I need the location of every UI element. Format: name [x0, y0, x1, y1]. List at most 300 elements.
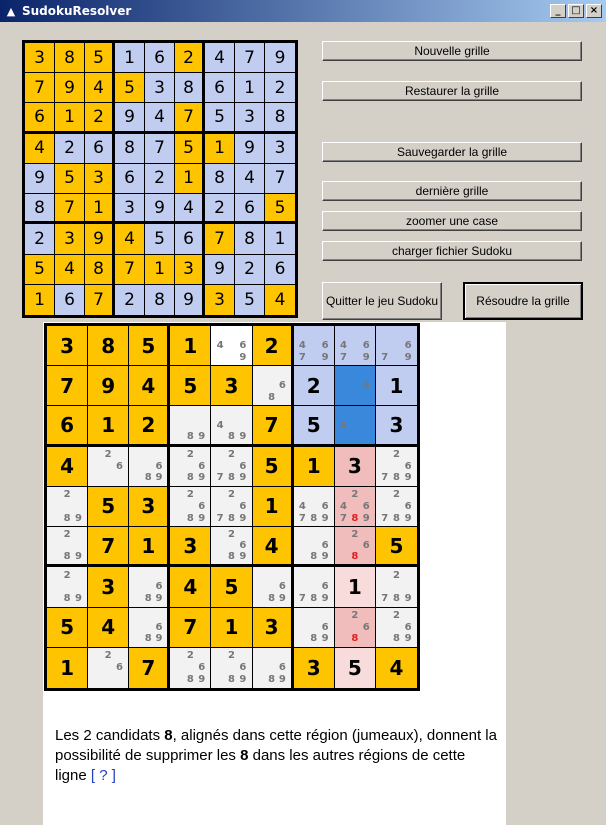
zoom-cell-button[interactable]: zoomer une case	[322, 211, 582, 231]
candidate-notes	[214, 489, 248, 524]
grid-cell[interactable]: 1	[47, 648, 88, 688]
grid-cell[interactable]: 1	[335, 567, 376, 607]
mini-cell[interactable]: 7	[175, 103, 205, 133]
grid-cell[interactable]	[129, 447, 170, 487]
candidate: 9	[404, 472, 412, 484]
grid-cell[interactable]	[335, 608, 376, 648]
grid-cell[interactable]: 1	[211, 608, 252, 648]
candidate: 8	[144, 633, 152, 645]
candidate: 6	[155, 581, 163, 593]
grid-cell[interactable]	[170, 487, 211, 527]
candidate: 8	[310, 633, 318, 645]
candidate	[361, 328, 372, 340]
grid-cell[interactable]	[47, 567, 88, 607]
mini-cell[interactable]: 4	[175, 194, 205, 224]
mini-cell[interactable]: 5	[265, 194, 295, 224]
candidate	[91, 650, 102, 662]
candidate: 2	[392, 609, 400, 621]
grid-cell[interactable]	[335, 527, 376, 567]
candidate	[349, 431, 360, 442]
candidate: 7	[298, 351, 306, 363]
grid-cell[interactable]	[47, 487, 88, 527]
candidate: 6	[116, 460, 124, 472]
mini-cell[interactable]: 6	[85, 134, 115, 164]
candidate: 6	[362, 380, 370, 392]
candidate	[379, 610, 391, 622]
grid-cell[interactable]: 7	[170, 608, 211, 648]
mini-cell[interactable]: 8	[145, 285, 175, 315]
grid-cell[interactable]	[376, 447, 417, 487]
grid-cell[interactable]	[211, 447, 252, 487]
save-grid-button[interactable]: Sauvegarder la grille	[322, 142, 582, 162]
mini-cell[interactable]: 4	[25, 134, 55, 164]
candidate: 2	[228, 489, 235, 501]
candidate	[73, 529, 84, 540]
candidate	[226, 408, 237, 419]
candidate: 6	[404, 621, 412, 633]
grid-cell[interactable]	[335, 487, 376, 527]
candidate: 7	[381, 512, 389, 524]
mini-cell[interactable]: 4	[265, 285, 295, 315]
mini-cell[interactable]: 1	[25, 285, 55, 315]
candidate	[61, 540, 72, 551]
grid-cell[interactable]: 5	[170, 366, 211, 406]
candidate	[297, 569, 308, 581]
candidate	[349, 501, 360, 513]
candidate	[277, 650, 288, 662]
candidate	[50, 593, 61, 605]
candidate	[102, 662, 113, 674]
candidate: 4	[216, 340, 224, 352]
candidate	[391, 351, 403, 363]
mini-cell[interactable]: 9	[235, 134, 265, 164]
grid-cell[interactable]: 5	[376, 527, 417, 567]
candidate: 6	[321, 621, 329, 633]
mini-cell[interactable]: 1	[205, 134, 235, 164]
grid-cell[interactable]: 8	[88, 326, 129, 366]
mini-cell[interactable]: 8	[55, 43, 85, 73]
candidate-notes	[256, 368, 288, 403]
candidate: 7	[216, 472, 224, 484]
grid-cell[interactable]	[376, 326, 417, 366]
candidate	[226, 340, 237, 352]
highlighted-candidate: 8	[351, 633, 359, 645]
candidate	[349, 420, 360, 431]
highlighted-candidate: 8	[351, 512, 359, 524]
grid-cell[interactable]	[294, 527, 335, 567]
candidate	[308, 581, 319, 593]
candidate: 6	[362, 500, 370, 512]
load-sudoku-file-button[interactable]: charger fichier Sudoku	[322, 241, 582, 261]
grid-cell[interactable]	[211, 648, 252, 688]
candidate: 8	[310, 551, 318, 563]
candidate: 2	[104, 650, 112, 662]
mini-cell[interactable]: 3	[235, 103, 265, 133]
candidate	[154, 610, 165, 622]
grid-cell[interactable]: 6	[47, 406, 88, 446]
candidate	[154, 569, 165, 581]
mini-cell[interactable]: 9	[85, 224, 115, 254]
grid-cell[interactable]: 7	[253, 406, 294, 446]
help-link[interactable]: [ ? ]	[90, 767, 116, 784]
candidate: 8	[392, 593, 400, 605]
grid-cell[interactable]: 5	[47, 608, 88, 648]
candidate: 6	[239, 540, 247, 552]
candidate: 9	[321, 351, 329, 363]
candidate-notes	[297, 328, 331, 363]
candidate	[308, 540, 319, 551]
candidate	[237, 489, 248, 501]
grid-cell[interactable]: 1	[294, 447, 335, 487]
grid-cell[interactable]	[129, 608, 170, 648]
grid-cell[interactable]: 4	[47, 447, 88, 487]
grid-cell[interactable]: 3	[170, 527, 211, 567]
candidate: 9	[278, 593, 286, 605]
mini-cell[interactable]: 8	[205, 164, 235, 194]
candidate	[214, 540, 225, 551]
grid-cell[interactable]: 4	[170, 567, 211, 607]
candidate	[196, 408, 207, 419]
candidate	[349, 621, 360, 633]
grid-cell[interactable]: 1	[376, 366, 417, 406]
mini-cell[interactable]: 5	[235, 285, 265, 315]
mini-cell[interactable]: 9	[115, 103, 145, 133]
mini-cell[interactable]: 2	[175, 43, 205, 73]
candidate	[349, 380, 360, 392]
mini-cell[interactable]: 1	[55, 103, 85, 133]
candidate	[319, 328, 330, 340]
candidate	[379, 581, 391, 593]
grid-cell[interactable]	[211, 527, 252, 567]
grid-cell[interactable]	[170, 648, 211, 688]
candidate	[214, 351, 225, 363]
candidate	[266, 368, 277, 380]
candidate	[173, 501, 184, 513]
grid-cell[interactable]: 9	[88, 366, 129, 406]
mini-cell[interactable]: 2	[55, 134, 85, 164]
candidate	[297, 328, 308, 340]
grid-cell[interactable]	[376, 487, 417, 527]
mini-cell[interactable]: 5	[175, 134, 205, 164]
mini-cell[interactable]: 9	[145, 194, 175, 224]
candidate: 6	[362, 340, 370, 352]
mini-cell[interactable]: 1	[145, 255, 175, 285]
new-grid-button[interactable]: Nouvelle grille	[322, 41, 582, 61]
mini-cell[interactable]: 2	[265, 73, 295, 103]
candidate	[277, 368, 288, 380]
quit-game-button[interactable]: Quitter le jeu Sudoku	[322, 282, 442, 320]
grid-cell[interactable]	[376, 608, 417, 648]
candidate	[297, 610, 308, 622]
candidate	[361, 489, 372, 501]
candidate: 9	[362, 351, 370, 363]
mini-cell[interactable]: 7	[115, 255, 145, 285]
candidate	[143, 460, 154, 472]
grid-cell[interactable]	[211, 406, 252, 446]
grid-cell[interactable]: 7	[47, 366, 88, 406]
candidate: 6	[278, 380, 286, 392]
grid-cell[interactable]	[294, 487, 335, 527]
mini-cell[interactable]: 1	[115, 43, 145, 73]
mini-cell[interactable]: 3	[265, 134, 295, 164]
candidate-notes	[214, 449, 248, 484]
grid-cell[interactable]	[211, 326, 252, 366]
candidate: 6	[404, 340, 412, 352]
mini-cell[interactable]: 4	[85, 73, 115, 103]
candidate	[402, 449, 414, 461]
candidate	[50, 529, 61, 540]
mini-cell[interactable]: 2	[205, 194, 235, 224]
candidate: 2	[228, 529, 235, 541]
candidate	[173, 472, 184, 484]
mini-cell[interactable]: 1	[85, 194, 115, 224]
candidate	[214, 449, 225, 461]
grid-cell[interactable]: 2	[294, 366, 335, 406]
mini-cell[interactable]: 9	[175, 285, 205, 315]
candidate	[361, 610, 372, 622]
mini-cell[interactable]: 2	[235, 255, 265, 285]
mini-cell[interactable]: 6	[265, 255, 295, 285]
grid-cell[interactable]	[88, 648, 129, 688]
candidate	[338, 431, 349, 442]
grid-cell[interactable]: 5	[335, 648, 376, 688]
mini-cell[interactable]: 2	[115, 285, 145, 315]
mini-cell[interactable]: 6	[175, 224, 205, 254]
mini-cell[interactable]: 3	[115, 194, 145, 224]
mini-cell[interactable]: 7	[265, 164, 295, 194]
grid-cell[interactable]: 7	[129, 648, 170, 688]
candidate	[50, 489, 61, 501]
mini-cell[interactable]: 8	[25, 194, 55, 224]
grid-cell[interactable]: 3	[129, 487, 170, 527]
hint-text-2: , alignés dans cette région (jumeaux), donnent la possibilité de supprimer les	[55, 727, 497, 764]
candidate	[308, 529, 319, 540]
grid-cell[interactable]	[253, 567, 294, 607]
mini-cell[interactable]: 6	[235, 194, 265, 224]
restore-grid-button[interactable]: Restaurer la grille	[322, 81, 582, 101]
grid-cell[interactable]	[170, 447, 211, 487]
candidate	[173, 449, 184, 461]
last-grid-button[interactable]: dernière grille	[322, 181, 582, 201]
mini-cell[interactable]: 6	[25, 103, 55, 133]
grid-cell[interactable]: 4	[88, 608, 129, 648]
candidate	[349, 392, 360, 404]
grid-cell[interactable]: 4	[129, 366, 170, 406]
mini-cell[interactable]: 5	[145, 224, 175, 254]
mini-cell[interactable]: 4	[145, 103, 175, 133]
candidate: 9	[198, 430, 206, 442]
grid-cell[interactable]: 2	[253, 326, 294, 366]
grid-cell[interactable]	[129, 567, 170, 607]
grid-cell[interactable]: 2	[129, 406, 170, 446]
mini-cell[interactable]: 1	[175, 164, 205, 194]
mini-cell[interactable]: 8	[265, 103, 295, 133]
grid-cell[interactable]	[294, 567, 335, 607]
grid-cell[interactable]: 1	[129, 527, 170, 567]
grid-cell[interactable]	[335, 406, 376, 446]
candidate	[308, 501, 319, 513]
mini-cell[interactable]: 2	[25, 224, 55, 254]
mini-cell[interactable]: 3	[175, 255, 205, 285]
mini-cell[interactable]: 9	[25, 164, 55, 194]
grid-cell[interactable]	[170, 406, 211, 446]
grid-cell[interactable]	[335, 366, 376, 406]
grid-cell[interactable]: 1	[88, 406, 129, 446]
mini-cell[interactable]: 7	[55, 194, 85, 224]
mini-cell[interactable]: 3	[145, 73, 175, 103]
mini-cell[interactable]: 6	[145, 43, 175, 73]
candidate	[214, 551, 225, 562]
mini-cell[interactable]: 6	[205, 73, 235, 103]
candidate	[256, 569, 267, 581]
mini-cell[interactable]: 8	[235, 224, 265, 254]
grid-cell[interactable]	[335, 326, 376, 366]
grid-cell[interactable]: 1	[253, 487, 294, 527]
candidate	[143, 621, 154, 633]
grid-cell[interactable]: 3	[335, 447, 376, 487]
grid-cell[interactable]: 3	[211, 366, 252, 406]
grid-cell[interactable]	[253, 366, 294, 406]
candidate-notes	[338, 368, 372, 403]
mini-cell[interactable]: 4	[205, 43, 235, 73]
candidate	[185, 460, 196, 472]
mini-cell[interactable]: 5	[85, 43, 115, 73]
minimize-button[interactable]: _	[550, 4, 566, 18]
mini-cell[interactable]: 5	[205, 103, 235, 133]
mini-cell[interactable]: 3	[205, 285, 235, 315]
candidate	[226, 328, 237, 340]
candidate-notes	[91, 650, 125, 686]
grid-cell[interactable]	[294, 608, 335, 648]
mini-cell[interactable]: 7	[25, 73, 55, 103]
hint-candidate-1: 8	[164, 727, 173, 744]
candidate	[114, 650, 125, 662]
grid-cell[interactable]: 4	[253, 527, 294, 567]
solve-grid-button[interactable]: Résoudre la grille	[463, 282, 583, 320]
candidate-notes	[338, 529, 372, 562]
candidate	[226, 540, 237, 551]
mini-cell[interactable]: 5	[25, 255, 55, 285]
grid-cell[interactable]: 5	[253, 447, 294, 487]
candidate	[91, 662, 102, 674]
grid-cell[interactable]: 3	[88, 567, 129, 607]
candidate	[50, 569, 61, 581]
mini-cell[interactable]: 5	[115, 73, 145, 103]
mini-cell[interactable]: 5	[55, 164, 85, 194]
candidate-notes	[297, 529, 331, 562]
candidate: 4	[339, 419, 347, 431]
candidate	[173, 674, 184, 686]
candidate	[73, 581, 84, 593]
grid-cell[interactable]	[47, 527, 88, 567]
mini-cell[interactable]: 8	[85, 255, 115, 285]
grid-cell[interactable]: 5	[88, 487, 129, 527]
grid-cell[interactable]: 5	[294, 406, 335, 446]
candidate	[226, 662, 237, 674]
grid-cell[interactable]	[294, 326, 335, 366]
mini-cell[interactable]: 7	[85, 285, 115, 315]
candidate: 9	[404, 593, 412, 605]
candidate: 9	[239, 674, 247, 686]
mini-cell[interactable]: 8	[115, 134, 145, 164]
mini-cell[interactable]: 7	[235, 43, 265, 73]
candidate	[196, 449, 207, 461]
candidate	[50, 501, 61, 513]
candidate	[308, 610, 319, 622]
candidate	[91, 449, 102, 461]
mini-cell[interactable]: 9	[265, 43, 295, 73]
grid-cell[interactable]	[253, 648, 294, 688]
grid-cell[interactable]	[211, 487, 252, 527]
candidate: 2	[63, 489, 71, 501]
grid-cell[interactable]: 3	[47, 326, 88, 366]
candidate	[319, 569, 330, 581]
candidate	[73, 489, 84, 501]
candidate: 9	[198, 674, 206, 686]
mini-cell[interactable]: 3	[85, 164, 115, 194]
mini-cell[interactable]: 3	[25, 43, 55, 73]
mini-cell[interactable]: 9	[205, 255, 235, 285]
candidate	[297, 551, 308, 562]
candidate-notes	[379, 328, 414, 363]
candidate	[361, 529, 372, 540]
candidate: 6	[239, 662, 247, 674]
candidate	[256, 380, 267, 392]
candidate-notes	[338, 610, 372, 645]
grid-cell[interactable]	[376, 567, 417, 607]
candidate: 8	[63, 551, 71, 563]
mini-cell[interactable]: 3	[55, 224, 85, 254]
mini-cell[interactable]: 4	[55, 255, 85, 285]
mini-cell[interactable]: 2	[85, 103, 115, 133]
grid-cell[interactable]: 1	[170, 326, 211, 366]
candidate: 7	[381, 593, 389, 605]
mini-cell[interactable]: 4	[235, 164, 265, 194]
candidate	[338, 633, 349, 645]
grid-cell[interactable]: 7	[88, 527, 129, 567]
candidate: 8	[144, 593, 152, 605]
candidate	[214, 501, 225, 513]
candidate-notes	[214, 529, 248, 562]
candidate	[361, 408, 372, 419]
candidate: 8	[63, 593, 71, 605]
candidate	[277, 392, 288, 404]
mini-cell[interactable]: 6	[55, 285, 85, 315]
mini-cell[interactable]: 1	[265, 224, 295, 254]
close-button[interactable]: ×	[586, 4, 602, 18]
mini-cell[interactable]: 7	[145, 134, 175, 164]
hint-text-1: Les 2 candidats	[55, 727, 165, 744]
maximize-button[interactable]: □	[568, 4, 584, 18]
grid-cell[interactable]: 5	[129, 326, 170, 366]
mini-cell[interactable]: 8	[175, 73, 205, 103]
candidate-notes	[173, 449, 207, 484]
grid-cell[interactable]: 3	[294, 648, 335, 688]
candidate-notes	[50, 489, 84, 524]
grid-cell[interactable]: 5	[211, 567, 252, 607]
mini-cell[interactable]: 7	[205, 224, 235, 254]
mini-cell[interactable]: 2	[145, 164, 175, 194]
mini-cell[interactable]: 4	[115, 224, 145, 254]
grid-cell[interactable]	[88, 447, 129, 487]
grid-cell[interactable]: 3	[253, 608, 294, 648]
mini-cell[interactable]: 1	[235, 73, 265, 103]
grid-cell[interactable]: 4	[376, 648, 417, 688]
grid-cell[interactable]: 3	[376, 406, 417, 446]
mini-cell[interactable]: 6	[115, 164, 145, 194]
candidate	[402, 489, 414, 501]
mini-cell[interactable]: 9	[55, 73, 85, 103]
